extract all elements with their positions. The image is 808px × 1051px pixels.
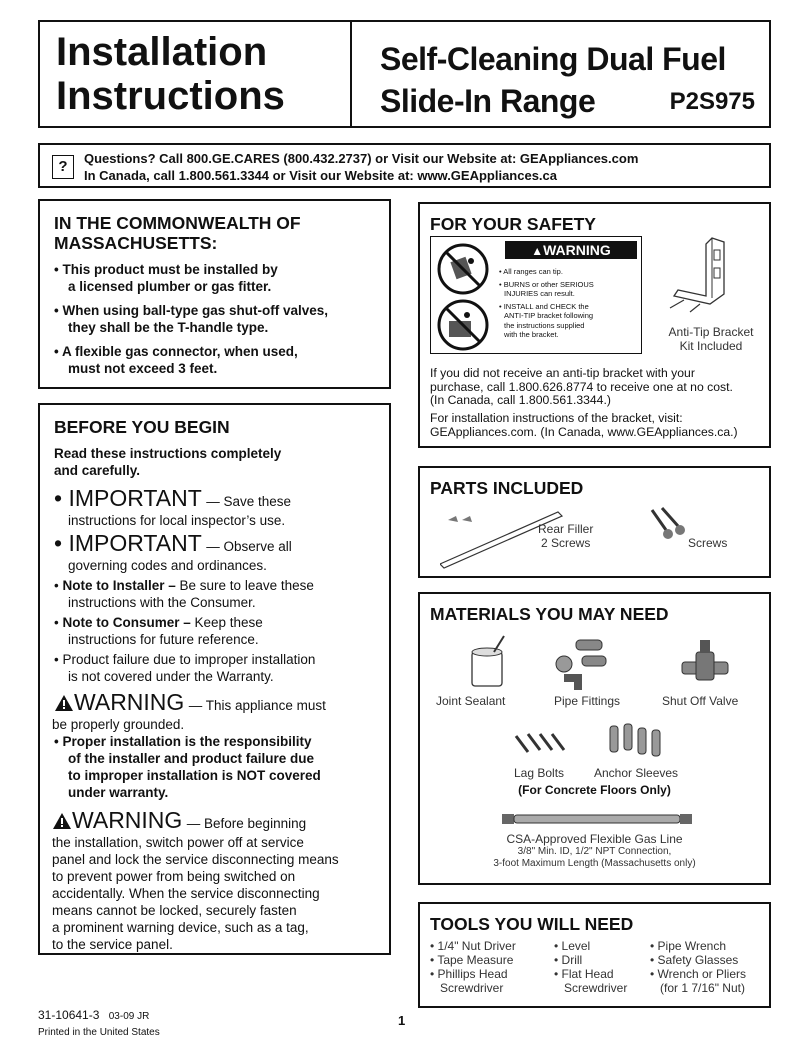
important-rest: — Save these xyxy=(206,494,292,509)
massachusetts-item-text: must not exceed 3 feet. xyxy=(68,361,218,376)
tool-item: • Flat Head xyxy=(554,967,614,981)
page-number: 1 xyxy=(398,1013,406,1028)
warning-item: • INSTALL and CHECK the xyxy=(499,301,589,311)
tool-item: • Level xyxy=(554,939,591,953)
tool-item: • 1/4" Nut Driver xyxy=(430,939,516,953)
note-bold: Note to Consumer – xyxy=(62,615,191,630)
note-rest: Keep these xyxy=(194,615,263,630)
tools-section xyxy=(418,902,771,1008)
massachusetts-title xyxy=(54,213,301,253)
warning-grounded xyxy=(54,689,326,733)
tools-column-2 xyxy=(554,939,627,995)
massachusetts-item-text: • This product must be installed by xyxy=(54,262,278,277)
warning-label-text: WARNING xyxy=(543,242,611,258)
important-save: • IMPORTANT — Save these instructions for local inspector’s use. xyxy=(54,485,292,528)
massachusetts-item-text: they shall be the T-handle type. xyxy=(68,320,269,335)
massachusetts-item-text: a licensed plumber or gas fitter. xyxy=(68,279,272,294)
joint-sealant-icon xyxy=(466,634,512,690)
note-to-installer: • Note to Installer – Be sure to leave these instructions with the Consumer. xyxy=(54,578,314,610)
rear-filler-line: 2 Screws xyxy=(540,536,591,550)
product-line-2: Slide-In Range xyxy=(380,83,596,119)
document-number xyxy=(38,1008,149,1022)
important-line: governing codes and ordinances. xyxy=(68,558,267,573)
warning-word: WARNING xyxy=(72,807,183,833)
materials-section xyxy=(418,592,771,885)
intro-text xyxy=(54,445,281,479)
warning-header: ▲WARNING xyxy=(505,241,637,259)
child-on-door-icon xyxy=(437,299,489,351)
parts-included-section xyxy=(418,466,771,578)
lag-bolts-label: Lag Bolts xyxy=(514,766,565,780)
safety-title: FOR YOUR SAFETY xyxy=(430,214,596,234)
warning-line: accidentally. When the service disconnecting xyxy=(52,886,320,901)
title-line-2: Instructions xyxy=(56,74,285,118)
warning-line: a prominent warning device, such as a tag, xyxy=(52,920,309,935)
massachusetts-item-text: • A flexible gas connector, when used, xyxy=(54,344,298,359)
note-bold: Note to Installer – xyxy=(62,578,176,593)
bracket-caption-line: Anti-Tip Bracket xyxy=(668,325,754,339)
intro-line: Read these instructions completely xyxy=(54,446,282,461)
tool-item: • Safety Glasses xyxy=(650,953,739,967)
proper-line: under warranty. xyxy=(68,785,169,800)
materials-title: MATERIALS YOU MAY NEED xyxy=(430,604,669,624)
title-banner xyxy=(38,20,771,128)
before-you-begin-section xyxy=(38,403,391,955)
gas-line-spec: 3-foot Maximum Length (Massachusetts only) xyxy=(493,858,696,869)
massachusetts-section xyxy=(38,199,391,389)
warranty-line: Product failure due to improper installation xyxy=(62,652,316,667)
warning-word: WARNING xyxy=(74,689,185,715)
warning-rest: — This appliance must xyxy=(188,698,326,713)
notice-line: purchase, call 1.800.626.8774 to receive one at no cost. xyxy=(430,379,733,394)
anti-tip-bracket-icon xyxy=(664,234,744,318)
warranty-line: is not covered under the Warranty. xyxy=(68,669,274,684)
warning-rest: — Before beginning xyxy=(186,816,307,831)
gas-line-label: CSA-Approved Flexible Gas Line xyxy=(506,832,683,846)
contact-line-us: Questions? Call 800.GE.CARES (800.432.2737) or Visit our Website at: GEAppliances.com xyxy=(84,151,639,166)
model-number: P2S975 xyxy=(669,88,755,115)
gas-line-spec: 3/8" Min. ID, 1/2" NPT Connection, xyxy=(517,846,672,857)
tool-item: • Drill xyxy=(554,953,583,967)
important-rest: — Observe all xyxy=(206,539,292,554)
warning-line: be properly grounded. xyxy=(52,717,185,732)
warning-item: • BURNS or other SERIOUS xyxy=(499,279,594,289)
screws-icon xyxy=(648,504,688,546)
before-you-begin-title: BEFORE YOU BEGIN xyxy=(54,417,230,437)
document-title xyxy=(56,30,285,118)
warning-item: the instructions supplied xyxy=(504,320,585,330)
safety-section xyxy=(418,202,771,448)
important-word: IMPORTANT xyxy=(68,485,202,511)
warning-item: • All ranges can tip. xyxy=(499,267,563,276)
title-divider xyxy=(350,22,352,126)
note-line: instructions for future reference. xyxy=(68,632,259,647)
tool-item: • Wrench or Pliers xyxy=(650,967,747,981)
warning-items xyxy=(499,267,594,340)
tipping-range-icon xyxy=(437,243,489,295)
note-rest: Be sure to leave these xyxy=(179,578,314,593)
notice-line: (In Canada, call 1.800.561.3344.) xyxy=(430,393,611,407)
warning-line: the installation, switch power off at service xyxy=(52,835,304,850)
note-to-consumer: • Note to Consumer – Keep these instructions for future reference. xyxy=(54,615,263,647)
instructions-line: For installation instructions of the bracket, visit: xyxy=(430,411,683,425)
proper-line: Proper installation is the responsibility xyxy=(62,734,312,749)
contact-line-canada: In Canada, call 1.800.561.3344 or Visit our Website at: www.GEAppliances.ca xyxy=(84,168,558,183)
tool-item: Screwdriver xyxy=(440,981,504,995)
warning-label-panel xyxy=(430,236,642,354)
warning-line: to the service panel. xyxy=(52,937,173,952)
warning-item: ANTI-TIP bracket following xyxy=(504,311,594,320)
proper-line: of the installer and product failure due xyxy=(68,751,315,766)
question-icon: ? xyxy=(52,155,74,179)
warning-triangle-icon xyxy=(54,694,74,712)
doc-number: 31-10641-3 xyxy=(38,1008,100,1022)
warning-line: panel and lock the service disconnecting means xyxy=(52,852,339,867)
massachusetts-item xyxy=(54,343,298,377)
flexible-gas-line-icon xyxy=(502,810,692,828)
rear-filler-caption xyxy=(538,522,593,550)
pipe-fittings-label: Pipe Fittings xyxy=(554,694,621,708)
warning-power-off xyxy=(52,807,339,953)
printed-note: Printed in the United States xyxy=(38,1027,160,1038)
note-line: instructions with the Consumer. xyxy=(68,595,256,610)
screws-caption: Screws xyxy=(688,536,728,550)
bracket-notice xyxy=(430,367,733,408)
proper-line: to improper installation is NOT covered xyxy=(68,768,321,783)
tool-item: • Pipe Wrench xyxy=(650,939,727,953)
shutoff-valve-label: Shut Off Valve xyxy=(662,694,739,708)
tools-column-1 xyxy=(430,939,516,995)
tool-item: • Tape Measure xyxy=(430,953,514,967)
warning-item: INJURIES can result. xyxy=(504,289,575,298)
parts-title: PARTS INCLUDED xyxy=(430,478,584,498)
massachusetts-item xyxy=(54,261,278,295)
pipe-fittings-icon xyxy=(552,634,612,692)
massachusetts-title-line-1: IN THE COMMONWEALTH OF xyxy=(54,213,301,233)
lag-bolts-icon xyxy=(512,730,572,760)
rear-filler-line: Rear Filler xyxy=(538,522,594,536)
warning-triangle-icon xyxy=(52,812,72,830)
title-line-1: Installation xyxy=(56,30,268,74)
contact-banner xyxy=(38,143,771,188)
notice-line: If you did not receive an anti-tip bracket with your xyxy=(430,366,695,380)
warning-line: means cannot be locked, securely fasten xyxy=(52,903,297,918)
shutoff-valve-icon xyxy=(680,636,730,690)
important-word: IMPORTANT xyxy=(68,530,202,556)
warranty-note: • Product failure due to improper installation is not covered under the Warranty. xyxy=(54,652,316,684)
tool-item: Screwdriver xyxy=(564,981,628,995)
proper-installation-note: • Proper installation is the responsibility of the installer and product failure due to improper installation is NOT covered under warranty. xyxy=(54,734,321,800)
important-observe: • IMPORTANT — Observe all governing codes and ordinances. xyxy=(54,530,292,573)
doc-date: 03-09 JR xyxy=(108,1011,150,1022)
warning-line: to prevent power from being switched on xyxy=(52,869,296,884)
product-line-1: Self-Cleaning Dual Fuel xyxy=(380,41,726,77)
joint-sealant-label: Joint Sealant xyxy=(436,694,506,708)
warning-item: with the bracket. xyxy=(504,330,559,339)
intro-line: and carefully. xyxy=(54,463,141,478)
massachusetts-title-line-2: MASSACHUSETTS: xyxy=(54,233,218,253)
bracket-caption xyxy=(656,325,766,353)
massachusetts-item-text: • When using ball-type gas shut-off valves, xyxy=(54,303,329,318)
tool-item: • Phillips Head xyxy=(430,967,508,981)
instructions-line: GEAppliances.com. (In Canada, www.GEAppliances.ca.) xyxy=(430,424,738,439)
tools-title: TOOLS YOU WILL NEED xyxy=(430,914,634,934)
bracket-instructions xyxy=(430,412,738,439)
tools-column-3 xyxy=(650,939,746,995)
anchor-sleeves-label: Anchor Sleeves xyxy=(594,766,679,780)
important-line: instructions for local inspector’s use. xyxy=(68,513,286,528)
bracket-caption-line: Kit Included xyxy=(679,339,743,353)
concrete-note: (For Concrete Floors Only) xyxy=(518,783,671,797)
massachusetts-item xyxy=(54,302,328,336)
anchor-sleeves-icon xyxy=(606,722,666,760)
tool-item: (for 1 7/16" Nut) xyxy=(660,981,745,995)
